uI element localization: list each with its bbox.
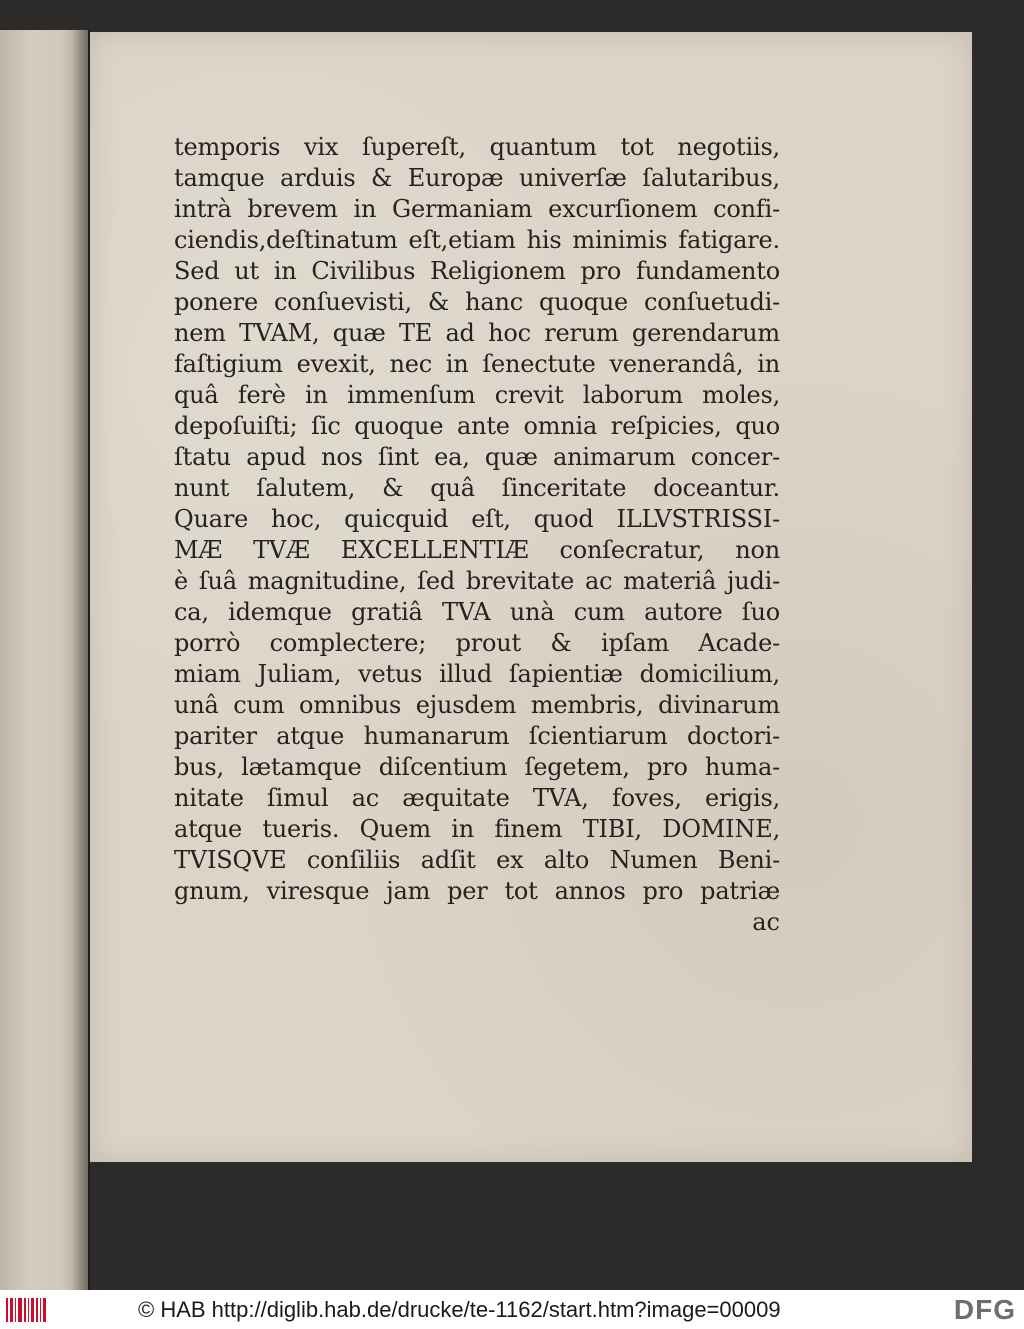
- text-line: nitate ſimul ac æquitate TVA, foves, erigis,: [174, 784, 780, 812]
- text-line: pariter atque humanarum ſcientiarum doctori-: [174, 722, 780, 750]
- catchword: ac: [752, 908, 780, 936]
- text-line: miam Juliam, vetus illud ſapientiæ domicilium,: [174, 660, 780, 688]
- text-line: faſtigium evexit, nec in ſenectute venerandâ, in: [174, 350, 780, 378]
- text-line: intrà brevem in Germaniam excurſionem confi-: [174, 195, 780, 223]
- text-line: gnum, viresque jam per tot annos pro patriæ: [174, 877, 780, 905]
- text-line: Quare hoc, quicquid eſt, quod ILLVSTRISSI-: [174, 505, 780, 533]
- text-line: Sed ut in Civilibus Religionem pro fundamento: [174, 257, 780, 285]
- text-line: MÆ TVÆ EXCELLENTIÆ conſecratur, non: [174, 536, 780, 564]
- document-page: [90, 32, 972, 1162]
- text-line: ponere conſuevisti, & hanc quoque conſuetudi-: [174, 288, 780, 316]
- text-line: ciendis,deſtinatum eſt,etiam his minimis fatigare.: [174, 226, 780, 254]
- text-line: temporis vix ſupereſt, quantum tot negotiis,: [174, 133, 780, 161]
- text-block: [174, 132, 780, 938]
- text-line: tamque arduis & Europæ univerſæ ſalutaribus,: [174, 164, 780, 192]
- text-line: depoſuiſti; ſic quoque ante omnia reſpicies, quo: [174, 412, 780, 440]
- dfg-logo: DFG: [953, 1294, 1016, 1325]
- text-line: unâ cum omnibus ejusdem membris, divinarum: [174, 691, 780, 719]
- text-line: quâ ferè in immenſum crevit laborum moles,: [174, 381, 780, 409]
- text-line: ca, idemque gratiâ TVA unà cum autore ſuo: [174, 598, 780, 626]
- text-line: ſtatu apud nos ſint ea, quæ animarum concer-: [174, 443, 780, 471]
- barcode-icon: [6, 1298, 46, 1322]
- text-line: nunt ſalutem, & quâ ſinceritate doceantur.: [174, 474, 780, 502]
- gutter-shadow: [72, 30, 90, 1290]
- text-line: nem TVAM, quæ TE ad hoc rerum gerendarum: [174, 319, 780, 347]
- copyright-url-text: © HAB http://diglib.hab.de/drucke/te-1162/start.htm?image=00009: [138, 1297, 781, 1322]
- text-line: atque tueris. Quem in finem TIBI, DOMINE,: [174, 815, 780, 843]
- footer-bar: [0, 1290, 1024, 1329]
- text-line: è ſuâ magnitudine, ſed brevitate ac materiâ judi-: [174, 567, 780, 595]
- text-line: porrò complectere; prout & ipſam Acade-: [174, 629, 780, 657]
- text-line: bus, lætamque diſcentium ſegetem, pro huma-: [174, 753, 780, 781]
- text-line: TVISQVE conſiliis adſit ex alto Numen Beni-: [174, 846, 780, 874]
